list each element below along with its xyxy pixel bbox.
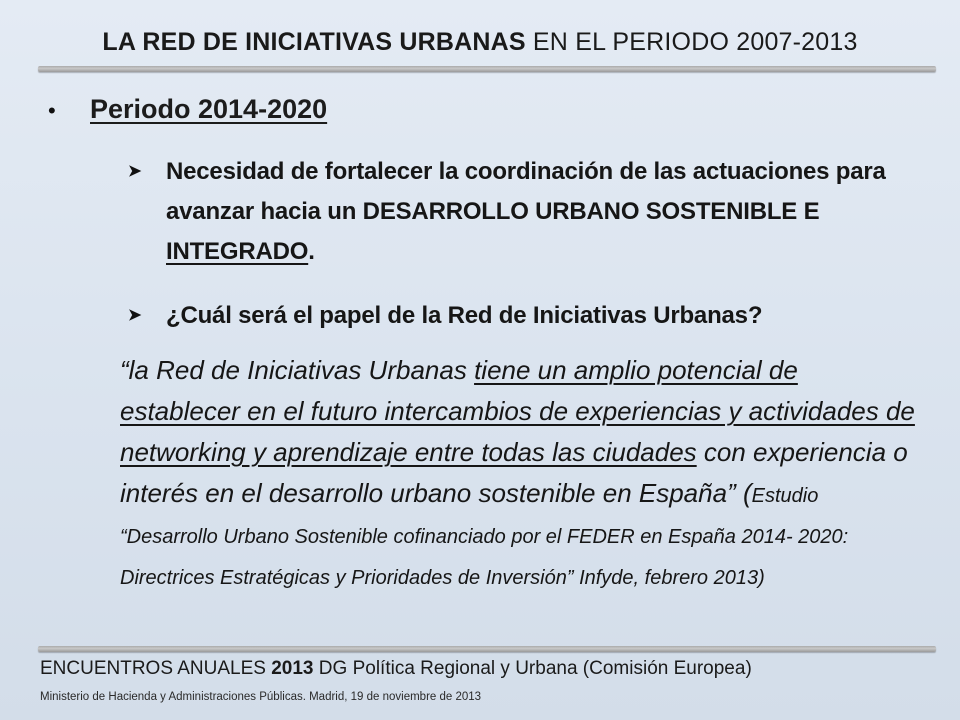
footer-ministry: Ministerio de Hacienda y Administraciones Públicas. Madrid, 19 de noviembre de 2013 <box>40 691 482 703</box>
subpoint-text <box>166 152 902 272</box>
footer-event-c: DG Política Regional y Urbana (Comisión Europea) <box>313 658 752 679</box>
quote-part1: “la Red de Iniciativas Urbanas <box>120 355 475 385</box>
subpoint-text-main: Necesidad de fortalecer la coordinación de las actuaciones para avanzar hacia un DESARROLLO URBANO SOSTENIBLE E <box>166 158 886 225</box>
integrado-underlined: INTEGRADO <box>166 238 309 265</box>
footer-event <box>40 658 752 680</box>
quote-underlined: tiene un amplio potencial de establecer en el futuro intercambios de experiencias y actividades de networking y aprendizaje entre todas las ciudades <box>120 355 915 467</box>
subpoint-question-text: ¿Cuál será el papel de la Red de Iniciativas Urbanas? <box>166 302 763 329</box>
slide-title-rest: EN EL PERIODO 2007-2013 <box>525 28 858 56</box>
arrow-bullet-icon: ➤ <box>128 163 142 180</box>
top-divider <box>38 66 936 72</box>
slide-title <box>0 28 960 57</box>
quote-block <box>120 350 920 596</box>
arrow-bullet-icon: ➤ <box>128 307 142 324</box>
bullet-icon: • <box>48 98 56 123</box>
subpoint-coordination <box>128 152 902 272</box>
subpoint-question <box>128 296 902 336</box>
quote-part3: con experiencia o interés en el desarrollo urbano sostenible en España” ( <box>120 437 908 508</box>
period-heading: Periodo 2014-2020 <box>90 94 328 124</box>
main-bullet <box>48 94 327 125</box>
quote-source: Estudio “Desarrollo Urbano Sostenible cofinanciado por el FEDER en España 2014- 2020: Directrices Estratégicas y Prioridades de Inversión” Infyde, febrero 2013) <box>120 485 849 589</box>
footer-event-year: 2013 <box>271 658 314 679</box>
bottom-divider <box>38 646 936 652</box>
footer-event-a: ENCUENTROS ANUALES <box>40 658 272 679</box>
subpoint-text-period: . <box>308 238 315 265</box>
slide-title-bold: LA RED DE INICIATIVAS URBANAS <box>102 28 526 56</box>
